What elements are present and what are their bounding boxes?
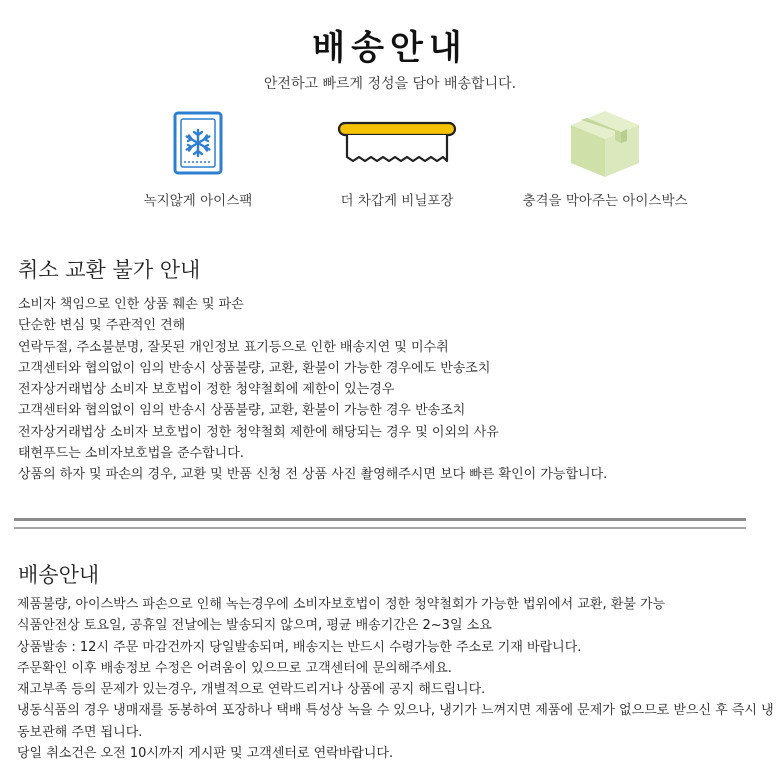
feature-label-vinyl-seal: 더 차갑게 비닐포장	[340, 193, 454, 209]
list-item: 고객센터와 협의없이 임의 반송시 상품불량, 교환, 환불이 가능한 경우에도 반송조치	[18, 360, 491, 376]
list-item: 전자상거래법상 소비자 보호법이 정한 청약철회 제한에 해당되는 경우 및 이외의 사유	[18, 424, 499, 440]
list-item: 연락두절, 주소불분명, 잘못된 개인정보 표기등으로 인한 배송지연 및 미수취	[18, 339, 449, 355]
feature-ice-box	[500, 104, 710, 211]
list-item: 상품의 하자 및 파손의 경우, 교환 및 반품 신청 전 상품 사진 촬영해주시면 보다 빠른 확인이 가능합니다.	[18, 467, 608, 483]
section-divider-secondary	[14, 527, 746, 529]
ice-pack-icon	[172, 110, 224, 176]
feature-ice-pack	[93, 104, 303, 211]
feature-vinyl-seal	[292, 104, 502, 211]
list-item: 제품불량, 아이스박스 파손으로 인해 녹는경우에 소비자보호법이 정한 청약철회가 가능한 법위에서 교환, 환불 가능	[17, 597, 666, 612]
list-item: 주문확인 이후 배송정보 수정은 어려움이 있으므로 고객센터에 문의해주세요.	[17, 660, 452, 676]
list-item: 전자상거래법상 소비자 보호법이 정한 청약철회에 제한이 있는경우	[18, 382, 395, 398]
feature-label-ice-pack: 녹지않게 아이스팩	[143, 193, 253, 209]
list-item: 소비자 책임으로 인한 상품 훼손 및 파손	[18, 297, 244, 312]
list-item: 단순한 변심 및 주관적인 견해	[18, 318, 186, 334]
cancellation-list	[18, 294, 607, 486]
section-divider	[14, 518, 746, 521]
list-item: 당일 취소건은 오전 10시까지 게시판 및 고객센터로 연락바랍니다.	[17, 746, 394, 762]
ice-box-icon	[565, 107, 645, 179]
list-item: 냉동식품의 경우 냉매재를 동봉하여 포장하나 택배 특성상 녹을 수 있으나, 냉기가 느껴지면 제품에 문제가 없으므로 받으신 후 즉시 냉동보관해 주면 됩니다.	[17, 703, 774, 740]
page-title: 배송안내	[312, 28, 468, 68]
list-item: 재고부족 등의 문제가 있는경우, 개별적으로 연락드리거나 상품에 공지 해드립니다.	[17, 682, 486, 698]
shipping-list	[17, 594, 777, 764]
shipping-section-title: 배송안내	[18, 563, 100, 587]
vinyl-seal-icon	[335, 119, 459, 167]
list-item: 식품안전상 토요일, 공휴일 전날에는 발송되지 않으며, 평균 배송기간은 2~3일 소요	[17, 618, 492, 634]
list-item: 태현푸드는 소비자보호법을 준수합니다.	[18, 446, 244, 462]
cancellation-section-title: 취소 교환 불가 안내	[18, 258, 201, 282]
list-item: 상품발송 : 12시 주문 마감건까지 당일발송되며, 배송지는 반드시 수령가능한 주소로 기재 바랍니다.	[17, 639, 582, 655]
list-item: 고객센터와 협의없이 임의 반송시 상품불량, 교환, 환불이 가능한 경우 반송조치	[18, 403, 466, 419]
page-subtitle: 안전하고 빠르게 정성을 담아 배송합니다.	[263, 76, 517, 92]
feature-label-ice-box: 충격을 막아주는 아이스박스	[522, 193, 688, 209]
